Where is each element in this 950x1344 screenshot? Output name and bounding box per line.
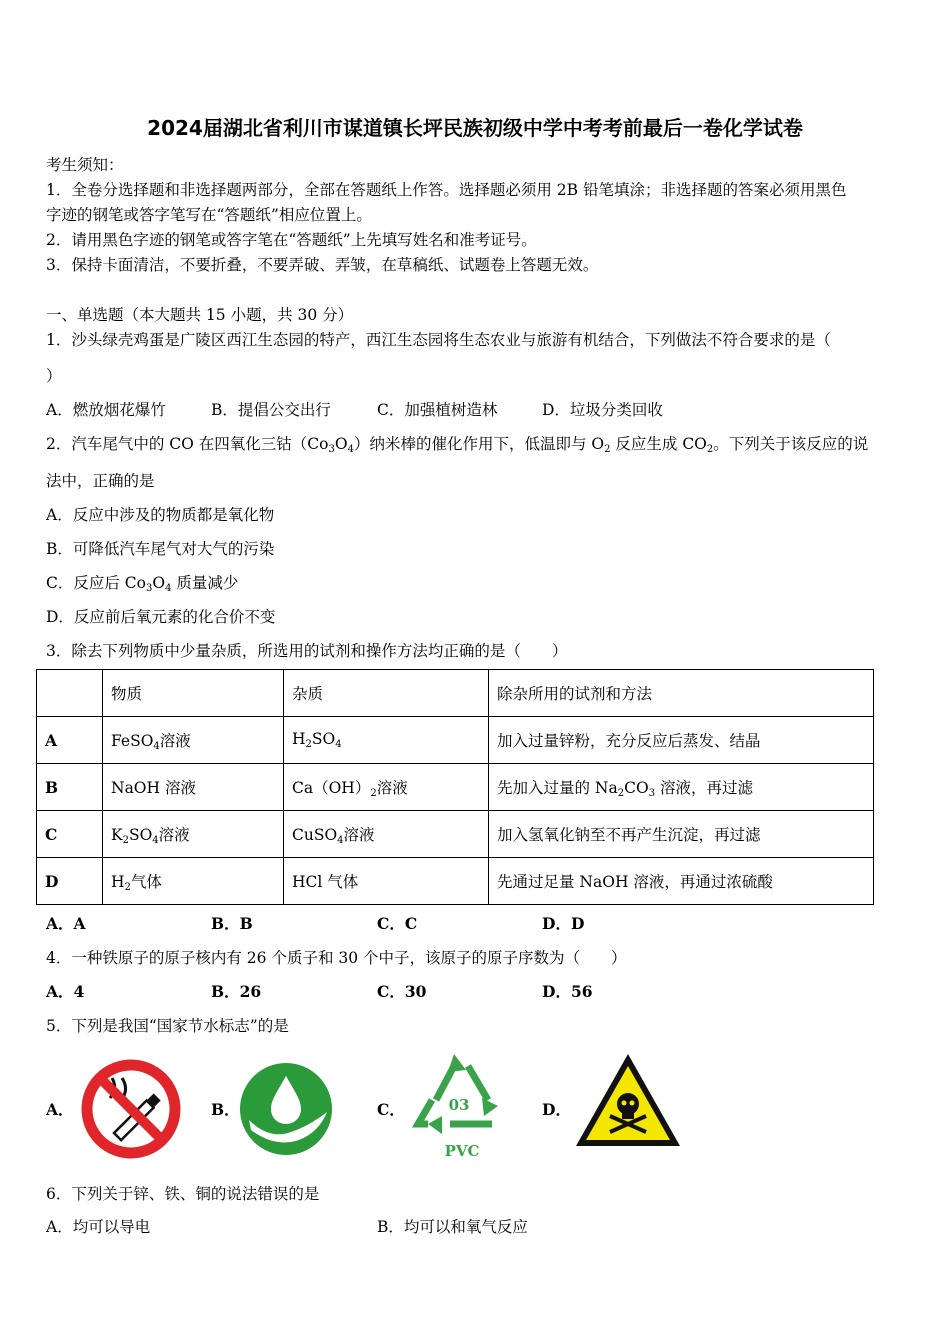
notice-item-3: 3．保持卡面清洁，不要折叠，不要弄破、弄皱，在草稿纸、试题卷上答题无效。 [46,256,599,274]
table-row [37,858,874,905]
notice-heading: 考生须知： [46,156,124,174]
impurity-cell: $Ca(OH)_2$溶液 [284,764,489,811]
q1-stem-line-2: ） [46,367,62,385]
recycle-label: PVC [444,1142,480,1160]
q4-option-c: C．30 [377,982,427,1001]
q1-option-a: A．燃放烟花爆竹 [46,401,166,419]
recycle-code: 03 [448,1096,470,1114]
row-key: A [37,717,103,764]
notice-item-2: 2．请用黑色字迹的钢笔或答字笔在“答题纸”上先填写姓名和准考证号。 [46,231,537,249]
no-smoking-icon [80,1058,182,1160]
q1-stem-line-1: 1．沙头绿壳鸡蛋是广陵区西江生态园的特产，西江生态园将生态农业与旅游有机结合，下列做法不符合要求的是（ [46,331,831,349]
recycle-pvc-icon [406,1044,514,1160]
q2-stem-line-1: 2．汽车尾气中的 CO 在四氧化三钴$(Co_3O_4)$纳米棒的催化作用下，低温即与 $O_2$ 反应生成 $CO_2$。下列关于该反应的说 [46,435,869,455]
method-cell: 加入过量锌粉，充分反应后蒸发、结晶 [489,717,874,764]
q6-stem: 6．下列关于锌、铁、铜的说法错误的是 [46,1185,320,1203]
q6-option-b: B．均可以和氧气反应 [377,1218,528,1236]
q1-option-d: D．垃圾分类回收 [542,401,663,419]
row-key: B [37,764,103,811]
water-saving-icon [239,1062,333,1156]
q4-stem: 4．一种铁原子的原子核内有 26 个质子和 30 个中子，该原子的原子序数为（ ） [46,949,627,967]
header-cell [37,670,103,717]
substance-cell: FeSO$_4$溶液 [103,717,284,764]
toxic-warning-icon [572,1050,684,1150]
q2-option-d: D．反应前后氧元素的化合价不变 [46,608,276,626]
q5-option-d: D． [542,1100,571,1119]
q3-stem: 3．除去下列物质中少量杂质，所选用的试剂和操作方法均正确的是（ ） [46,642,568,660]
q2-option-c: C．反应后 $Co_3O_4$ 质量减少 [46,574,239,594]
q2-option-a: A．反应中涉及的物质都是氧化物 [46,506,275,524]
table-row [37,717,874,764]
section-heading: 一、单选题（本大题共 15 小题，共 30 分） [46,306,354,324]
q4-option-a: A．4 [46,982,85,1001]
substance-cell: $H_2$气体 [103,858,284,905]
substance-cell: NaOH 溶液 [103,764,284,811]
table-row [37,811,874,858]
row-key: C [37,811,103,858]
table-row [37,764,874,811]
method-cell: 加入氢氧化钠至不再产生沉淀，再过滤 [489,811,874,858]
header-cell: 除杂所用的试剂和方法 [489,670,874,717]
q5-option-b: B． [211,1100,240,1119]
header-cell: 物质 [103,670,284,717]
table-header-row [37,670,874,717]
q1-option-b: B．提倡公交出行 [211,401,331,419]
q3-option-c: C．C [377,914,418,933]
q4-option-b: B．26 [211,982,262,1001]
q2-stem-line-2: 法中，正确的是 [46,472,155,490]
q2-option-b: B．可降低汽车尾气对大气的污染 [46,540,275,558]
q6-option-a: A．均可以导电 [46,1218,151,1236]
q5-stem: 5．下列是我国“国家节水标志”的是 [46,1017,289,1035]
exam-title: 2024届湖北省利川市谋道镇长坪民族初级中学中考考前最后一卷化学试卷 [147,116,803,140]
impurity-cell: CuSO$_4$溶液 [284,811,489,858]
method-cell: 先加入过量的 $Na_2CO_3$ 溶液，再过滤 [489,764,874,811]
q3-option-b: B．B [211,914,253,933]
q1-option-c: C．加强植树造林 [377,401,498,419]
substance-cell: $K_2SO_4$溶液 [103,811,284,858]
notice-item-1-line-1: 1．全卷分选择题和非选择题两部分，全部在答题纸上作答。选择题必须用 2B 铅笔填涂；非选择题的答案必须用黑色 [46,181,847,199]
q5-option-a: A． [46,1100,74,1119]
header-cell: 杂质 [284,670,489,717]
method-cell: 先通过足量 NaOH 溶液，再通过浓硫酸 [489,858,874,905]
notice-item-1-line-2: 字迹的钢笔或答字笔写在“答题纸”相应位置上。 [46,206,372,224]
q4-option-d: D．56 [542,982,593,1001]
impurity-cell: HCl 气体 [284,858,489,905]
q5-option-c: C． [377,1100,405,1119]
impurity-cell: $H_2SO_4$ [284,717,489,764]
row-key: D [37,858,103,905]
q3-table [36,669,874,905]
q3-option-d: D．D [542,914,585,933]
q3-option-a: A．A [46,914,86,933]
